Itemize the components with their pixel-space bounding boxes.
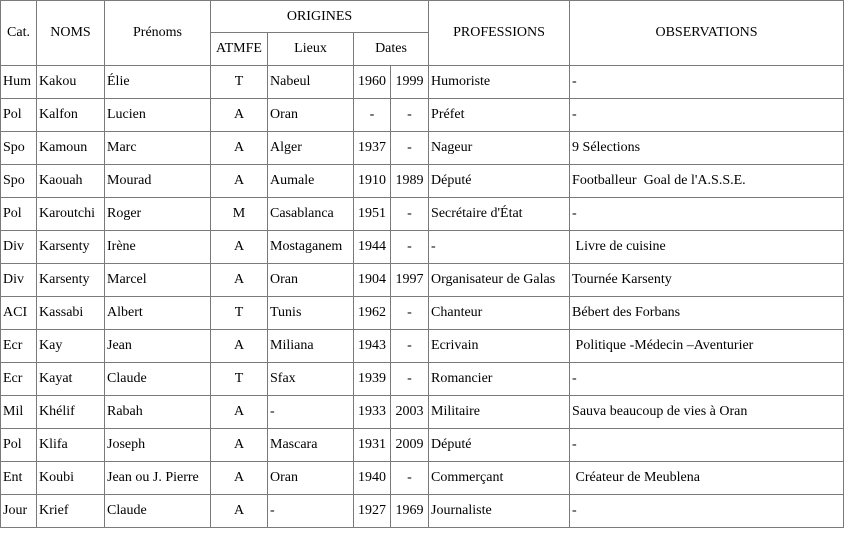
- cell-nom: Karoutchi: [37, 198, 105, 231]
- header-professions: PROFESSIONS: [429, 1, 570, 66]
- cell-lieu: Oran: [268, 264, 354, 297]
- table-header: [1, 1, 844, 66]
- cell-date-naissance: 1939: [354, 363, 391, 396]
- table-row: [1, 165, 844, 198]
- cell-date-naissance: 1904: [354, 264, 391, 297]
- cell-nom: Krief: [37, 495, 105, 528]
- cell-cat: Pol: [1, 99, 37, 132]
- cell-date-naissance: 1951: [354, 198, 391, 231]
- cell-atmfe: A: [211, 330, 268, 363]
- cell-date-deces: -: [391, 462, 429, 495]
- cell-prenom: Claude: [105, 363, 211, 396]
- cell-nom: Karsenty: [37, 264, 105, 297]
- table-row: [1, 198, 844, 231]
- cell-cat: Hum: [1, 66, 37, 99]
- cell-lieu: Tunis: [268, 297, 354, 330]
- cell-nom: Kakou: [37, 66, 105, 99]
- table-row: [1, 462, 844, 495]
- cell-observations: -: [570, 198, 844, 231]
- cell-prenom: Joseph: [105, 429, 211, 462]
- cell-profession: Député: [429, 429, 570, 462]
- header-noms: NOMS: [37, 1, 105, 66]
- cell-lieu: Mostaganem: [268, 231, 354, 264]
- cell-date-deces: -: [391, 99, 429, 132]
- cell-cat: Jour: [1, 495, 37, 528]
- table-row: [1, 99, 844, 132]
- cell-profession: Secrétaire d'État: [429, 198, 570, 231]
- header-origines: ORIGINES: [211, 1, 429, 33]
- cell-nom: Kalfon: [37, 99, 105, 132]
- header-cat: Cat.: [1, 1, 37, 66]
- cell-atmfe: T: [211, 66, 268, 99]
- cell-lieu: Miliana: [268, 330, 354, 363]
- cell-prenom: Élie: [105, 66, 211, 99]
- table-row: [1, 66, 844, 99]
- cell-atmfe: M: [211, 198, 268, 231]
- table-body: [1, 66, 844, 528]
- cell-cat: Spo: [1, 165, 37, 198]
- cell-observations: -: [570, 429, 844, 462]
- header-observations: OBSERVATIONS: [570, 1, 844, 66]
- cell-observations: Livre de cuisine: [570, 231, 844, 264]
- cell-lieu: -: [268, 495, 354, 528]
- cell-profession: Commerçant: [429, 462, 570, 495]
- cell-nom: Kamoun: [37, 132, 105, 165]
- cell-atmfe: A: [211, 264, 268, 297]
- cell-observations: 9 Sélections: [570, 132, 844, 165]
- cell-prenom: Jean: [105, 330, 211, 363]
- cell-prenom: Mourad: [105, 165, 211, 198]
- cell-date-naissance: 1943: [354, 330, 391, 363]
- cell-cat: Pol: [1, 429, 37, 462]
- cell-lieu: -: [268, 396, 354, 429]
- cell-nom: Khélif: [37, 396, 105, 429]
- cell-atmfe: A: [211, 462, 268, 495]
- cell-date-deces: 1999: [391, 66, 429, 99]
- cell-date-naissance: 1940: [354, 462, 391, 495]
- cell-nom: Koubi: [37, 462, 105, 495]
- cell-date-naissance: 1937: [354, 132, 391, 165]
- cell-profession: -: [429, 231, 570, 264]
- cell-observations: Footballeur Goal de l'A.S.S.E.: [570, 165, 844, 198]
- cell-observations: Bébert des Forbans: [570, 297, 844, 330]
- table-row: [1, 264, 844, 297]
- cell-atmfe: T: [211, 363, 268, 396]
- cell-prenom: Albert: [105, 297, 211, 330]
- cell-cat: Ecr: [1, 330, 37, 363]
- cell-date-naissance: 1910: [354, 165, 391, 198]
- header-atmfe: ATMFE: [211, 33, 268, 66]
- table-row: [1, 132, 844, 165]
- cell-nom: Kayat: [37, 363, 105, 396]
- cell-profession: Député: [429, 165, 570, 198]
- cell-profession: Militaire: [429, 396, 570, 429]
- cell-date-deces: 1989: [391, 165, 429, 198]
- cell-observations: -: [570, 66, 844, 99]
- cell-lieu: Alger: [268, 132, 354, 165]
- cell-observations: Politique -Médecin –Aventurier: [570, 330, 844, 363]
- cell-profession: Humoriste: [429, 66, 570, 99]
- cell-prenom: Marc: [105, 132, 211, 165]
- cell-prenom: Irène: [105, 231, 211, 264]
- cell-date-naissance: 1944: [354, 231, 391, 264]
- cell-prenom: Claude: [105, 495, 211, 528]
- cell-profession: Nageur: [429, 132, 570, 165]
- cell-observations: Tournée Karsenty: [570, 264, 844, 297]
- header-lieux: Lieux: [268, 33, 354, 66]
- cell-prenom: Rabah: [105, 396, 211, 429]
- cell-profession: Romancier: [429, 363, 570, 396]
- cell-atmfe: A: [211, 495, 268, 528]
- cell-date-deces: -: [391, 297, 429, 330]
- cell-lieu: Aumale: [268, 165, 354, 198]
- cell-profession: Journaliste: [429, 495, 570, 528]
- cell-date-deces: 2009: [391, 429, 429, 462]
- cell-date-deces: -: [391, 330, 429, 363]
- cell-atmfe: T: [211, 297, 268, 330]
- cell-profession: Chanteur: [429, 297, 570, 330]
- cell-atmfe: A: [211, 132, 268, 165]
- cell-cat: Ecr: [1, 363, 37, 396]
- header-prenoms: Prénoms: [105, 1, 211, 66]
- cell-date-deces: 1969: [391, 495, 429, 528]
- cell-prenom: Lucien: [105, 99, 211, 132]
- cell-date-deces: -: [391, 231, 429, 264]
- cell-cat: Ent: [1, 462, 37, 495]
- cell-prenom: Marcel: [105, 264, 211, 297]
- cell-nom: Kay: [37, 330, 105, 363]
- cell-profession: Organisateur de Galas: [429, 264, 570, 297]
- cell-lieu: Oran: [268, 462, 354, 495]
- cell-observations: Créateur de Meublena: [570, 462, 844, 495]
- table-row: [1, 495, 844, 528]
- cell-lieu: Mascara: [268, 429, 354, 462]
- cell-date-naissance: 1931: [354, 429, 391, 462]
- table-row: [1, 429, 844, 462]
- table-row: [1, 363, 844, 396]
- cell-cat: Div: [1, 264, 37, 297]
- cell-date-deces: -: [391, 363, 429, 396]
- cell-nom: Kassabi: [37, 297, 105, 330]
- cell-atmfe: A: [211, 165, 268, 198]
- cell-cat: ACI: [1, 297, 37, 330]
- table-row: [1, 231, 844, 264]
- cell-nom: Kaouah: [37, 165, 105, 198]
- cell-date-deces: -: [391, 198, 429, 231]
- cell-lieu: Nabeul: [268, 66, 354, 99]
- cell-profession: Ecrivain: [429, 330, 570, 363]
- table-row: [1, 330, 844, 363]
- cell-date-naissance: 1962: [354, 297, 391, 330]
- cell-date-naissance: 1933: [354, 396, 391, 429]
- cell-profession: Préfet: [429, 99, 570, 132]
- cell-cat: Div: [1, 231, 37, 264]
- cell-date-naissance: -: [354, 99, 391, 132]
- cell-prenom: Jean ou J. Pierre: [105, 462, 211, 495]
- cell-nom: Karsenty: [37, 231, 105, 264]
- cell-cat: Pol: [1, 198, 37, 231]
- cell-prenom: Roger: [105, 198, 211, 231]
- cell-date-naissance: 1927: [354, 495, 391, 528]
- header-dates: Dates: [354, 33, 429, 66]
- cell-cat: Spo: [1, 132, 37, 165]
- cell-observations: -: [570, 495, 844, 528]
- cell-atmfe: A: [211, 396, 268, 429]
- cell-lieu: Sfax: [268, 363, 354, 396]
- cell-date-naissance: 1960: [354, 66, 391, 99]
- cell-nom: Klifa: [37, 429, 105, 462]
- cell-observations: -: [570, 99, 844, 132]
- cell-atmfe: A: [211, 231, 268, 264]
- cell-atmfe: A: [211, 99, 268, 132]
- cell-atmfe: A: [211, 429, 268, 462]
- cell-date-deces: -: [391, 132, 429, 165]
- cell-lieu: Oran: [268, 99, 354, 132]
- cell-observations: -: [570, 363, 844, 396]
- cell-observations: Sauva beaucoup de vies à Oran: [570, 396, 844, 429]
- table-row: [1, 297, 844, 330]
- table-row: [1, 396, 844, 429]
- cell-date-deces: 2003: [391, 396, 429, 429]
- cell-date-deces: 1997: [391, 264, 429, 297]
- cell-lieu: Casablanca: [268, 198, 354, 231]
- cell-cat: Mil: [1, 396, 37, 429]
